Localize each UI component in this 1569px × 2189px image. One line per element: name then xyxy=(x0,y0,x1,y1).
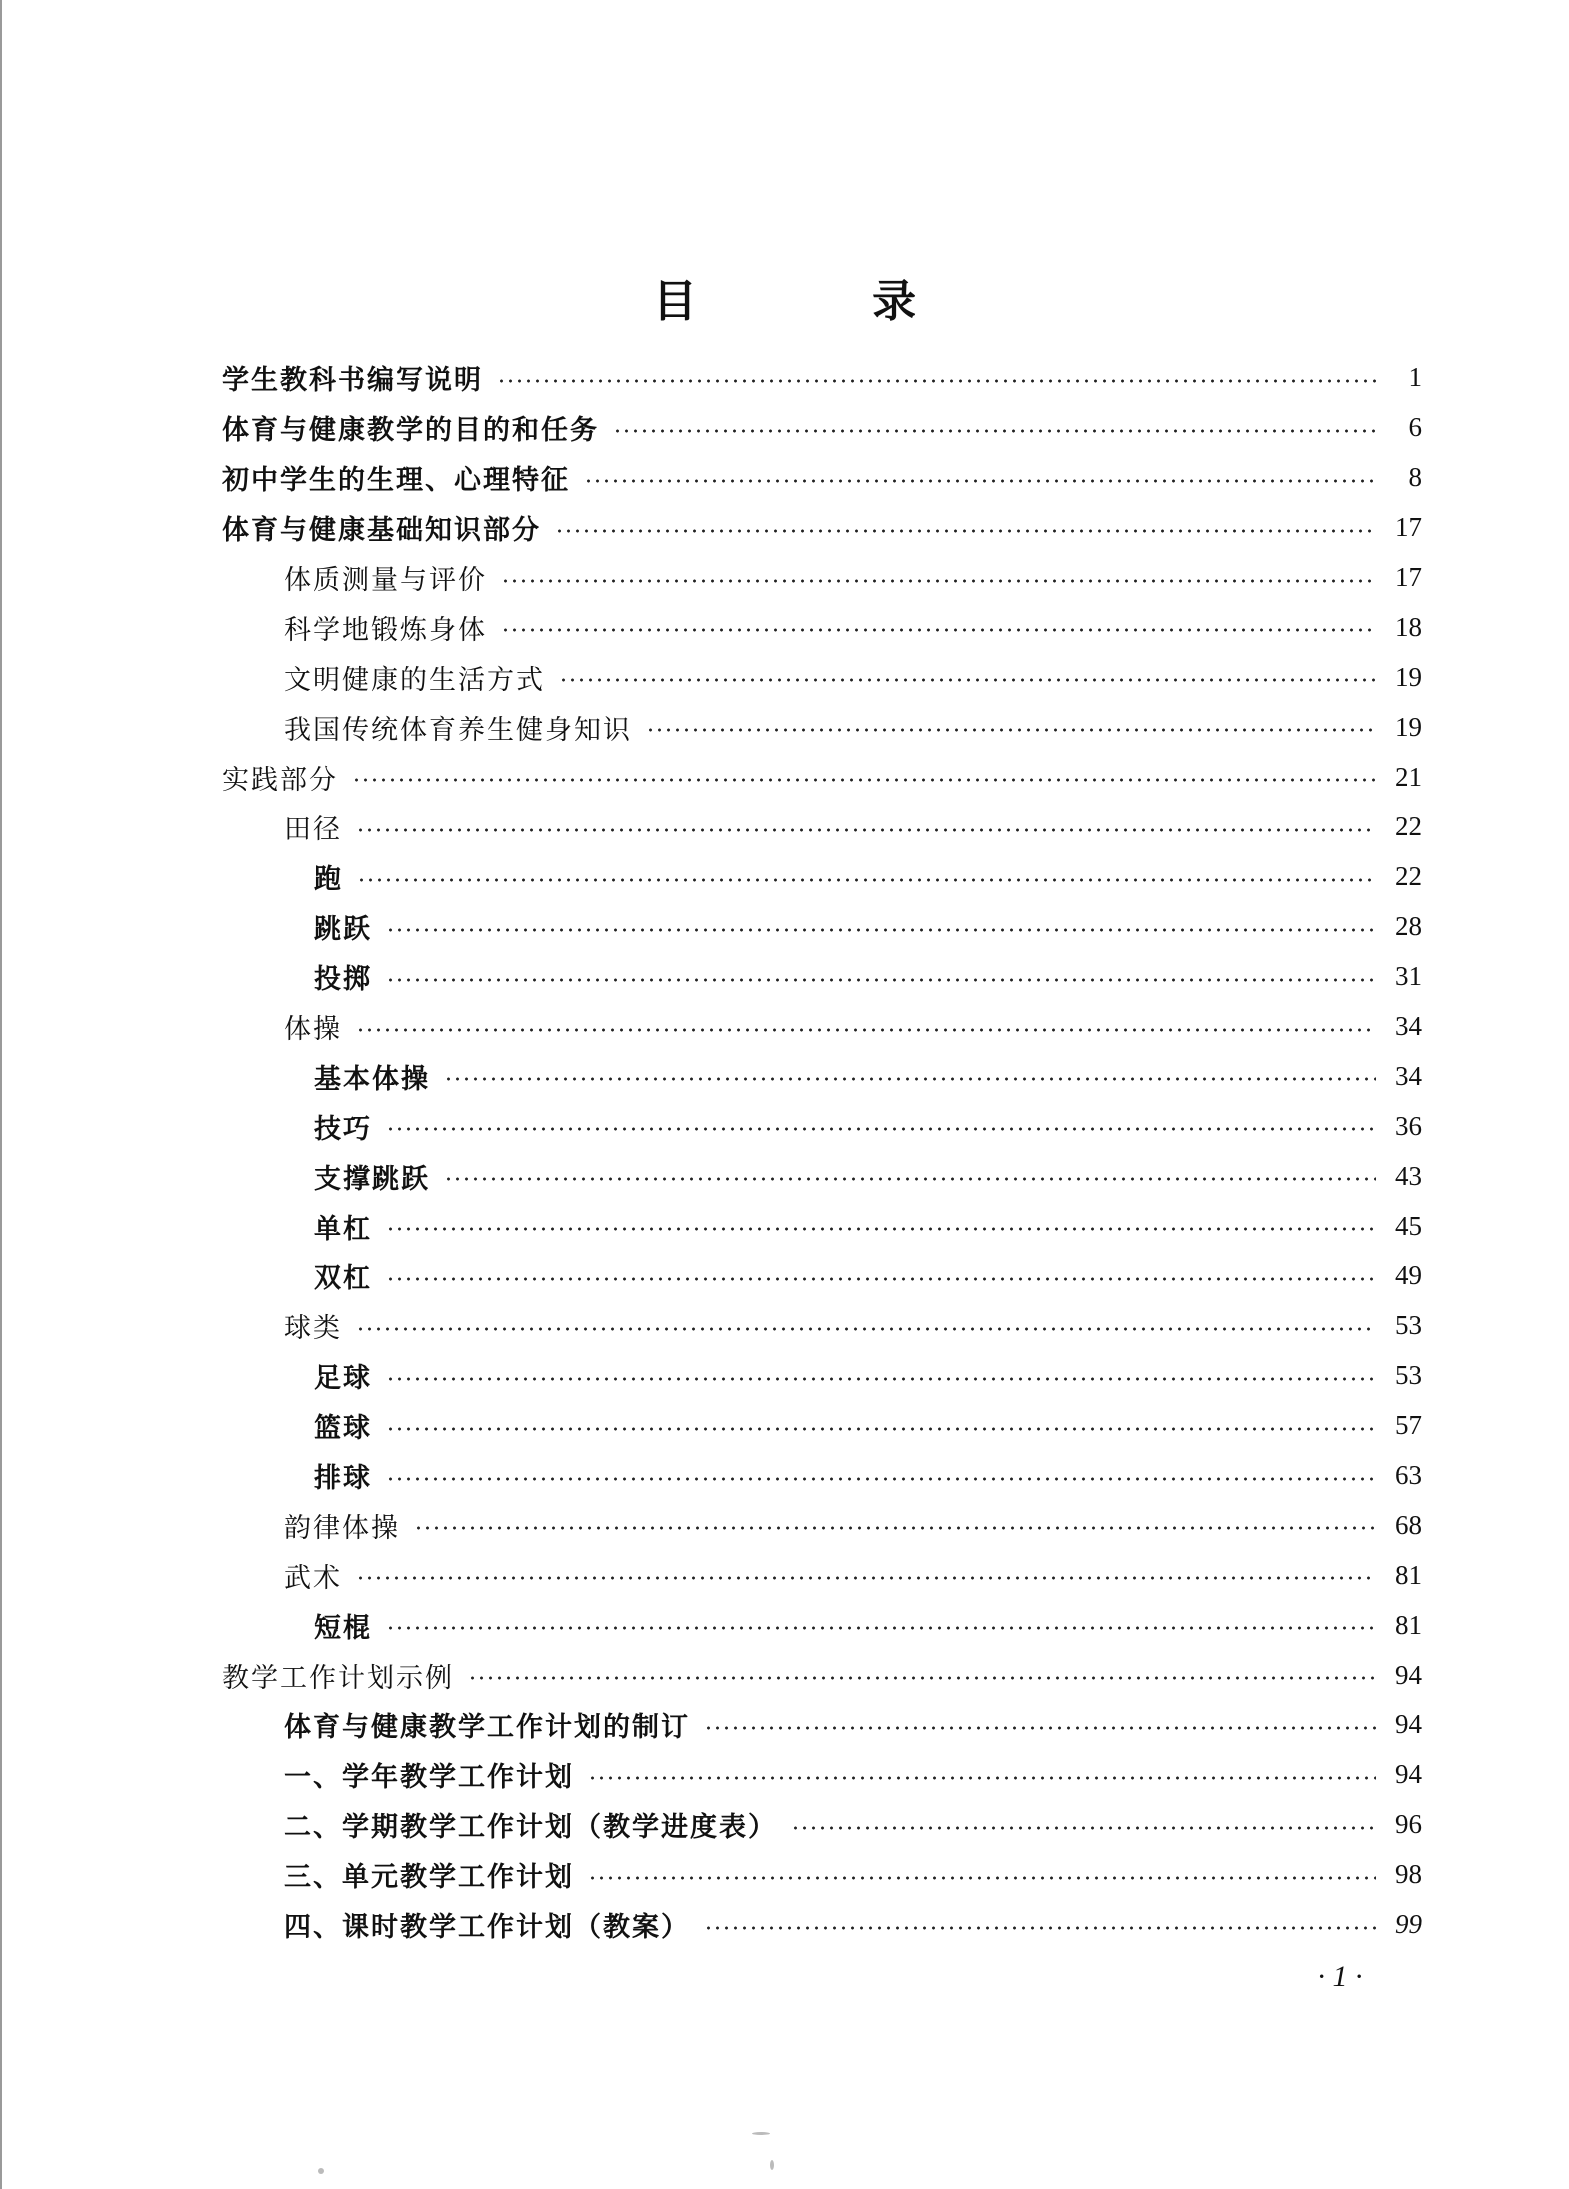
scan-speck xyxy=(318,2168,324,2174)
toc-entry[interactable] xyxy=(222,1750,1422,1800)
toc-entry[interactable] xyxy=(222,1151,1422,1201)
toc-entry-page: 17 xyxy=(1395,562,1422,592)
dot-leader xyxy=(444,1177,1376,1181)
dot-leader xyxy=(386,1477,1376,1481)
toc-entry[interactable] xyxy=(222,1550,1422,1600)
toc-entry-label: 二、学期教学工作计划（教学进度表） xyxy=(284,1812,777,1844)
dot-leader xyxy=(559,678,1376,682)
toc-entry-label: 体操 xyxy=(284,1014,342,1046)
toc-entry-label: 武术 xyxy=(284,1562,342,1594)
toc-entry[interactable] xyxy=(222,652,1422,702)
table-of-contents xyxy=(222,353,1422,1950)
toc-entry-page: 34 xyxy=(1395,1060,1422,1091)
scan-speck xyxy=(770,2160,774,2170)
toc-entry-label: 排球 xyxy=(314,1463,372,1495)
toc-entry-page: 98 xyxy=(1395,1859,1422,1890)
dot-leader xyxy=(613,429,1376,433)
toc-entry-label: 田径 xyxy=(284,814,342,846)
toc-entry-label: 实践部分 xyxy=(222,764,338,796)
toc-entry[interactable] xyxy=(222,1051,1422,1101)
toc-entry[interactable] xyxy=(222,852,1422,902)
dot-leader xyxy=(497,379,1376,383)
toc-entry-page: 22 xyxy=(1395,861,1422,892)
toc-entry[interactable] xyxy=(222,1800,1422,1850)
toc-entry-page: 18 xyxy=(1395,611,1422,642)
toc-entry-page: 53 xyxy=(1395,1360,1422,1391)
toc-entry[interactable] xyxy=(222,1850,1422,1900)
toc-entry-page: 81 xyxy=(1395,1559,1422,1590)
dot-leader xyxy=(386,1227,1376,1231)
toc-entry-label: 我国传统体育养生健身知识 xyxy=(284,714,632,746)
dot-leader xyxy=(356,1576,1376,1580)
dot-leader xyxy=(386,978,1376,982)
dot-leader xyxy=(704,1926,1376,1930)
dot-leader xyxy=(386,1626,1376,1630)
dot-leader xyxy=(588,1776,1376,1780)
toc-entry-page: 34 xyxy=(1395,1011,1422,1042)
dot-leader xyxy=(386,1277,1376,1281)
toc-entry[interactable] xyxy=(222,1101,1422,1151)
toc-entry-label: 四、课时教学工作计划（教案） xyxy=(284,1912,690,1944)
toc-entry-page: 68 xyxy=(1395,1509,1422,1540)
toc-entry-label: 跑 xyxy=(314,864,343,896)
toc-entry[interactable] xyxy=(222,503,1422,553)
dot-leader xyxy=(468,1676,1376,1680)
toc-entry[interactable] xyxy=(222,403,1422,453)
dot-leader xyxy=(357,878,1376,882)
toc-entry-page: 28 xyxy=(1395,911,1422,942)
dot-leader xyxy=(352,778,1376,782)
toc-entry-label: 体育与健康教学的目的和任务 xyxy=(222,415,599,447)
scan-speck xyxy=(752,2132,770,2135)
toc-entry-label: 篮球 xyxy=(314,1413,372,1445)
toc-entry-page: 19 xyxy=(1395,711,1422,742)
dot-leader xyxy=(386,1127,1376,1131)
dot-leader xyxy=(356,1028,1376,1032)
dot-leader xyxy=(386,1427,1376,1431)
toc-entry-label: 韵律体操 xyxy=(284,1512,400,1544)
dot-leader xyxy=(588,1876,1376,1880)
toc-entry-label: 足球 xyxy=(314,1363,372,1395)
toc-entry-page: 43 xyxy=(1395,1160,1422,1191)
dot-leader xyxy=(646,728,1376,732)
toc-entry[interactable] xyxy=(222,1600,1422,1650)
toc-entry[interactable] xyxy=(222,553,1422,603)
toc-entry-label: 跳跃 xyxy=(314,914,372,946)
page-title: 目 录 xyxy=(652,276,997,327)
toc-entry-page: 6 xyxy=(1408,412,1422,443)
toc-entry-label: 体育与健康教学工作计划的制订 xyxy=(284,1712,690,1744)
toc-entry-page: 8 xyxy=(1408,462,1422,493)
toc-entry-page: 17 xyxy=(1395,512,1422,543)
dot-leader xyxy=(501,628,1376,632)
dot-leader xyxy=(501,579,1376,583)
toc-entry-label: 学生教科书编写说明 xyxy=(222,365,483,397)
page-number-footer: · 1 · xyxy=(1317,1960,1363,1993)
dot-leader xyxy=(791,1826,1376,1830)
toc-entry-label: 技巧 xyxy=(314,1113,372,1145)
toc-entry[interactable] xyxy=(222,453,1422,503)
dot-leader xyxy=(584,479,1376,483)
toc-entry-page: 63 xyxy=(1395,1460,1422,1491)
toc-entry[interactable] xyxy=(222,702,1422,752)
toc-entry-label: 体质测量与评价 xyxy=(284,565,487,596)
toc-entry-label: 投掷 xyxy=(314,964,372,996)
toc-entry[interactable] xyxy=(222,1650,1422,1700)
toc-entry[interactable] xyxy=(222,902,1422,952)
toc-entry-label: 一、学年教学工作计划 xyxy=(284,1762,574,1794)
toc-entry-page: 22 xyxy=(1395,811,1422,842)
toc-entry-label: 支撑跳跃 xyxy=(314,1163,430,1195)
toc-entry-page: 94 xyxy=(1395,1759,1422,1790)
dot-leader xyxy=(555,529,1376,533)
toc-entry-page: 45 xyxy=(1395,1210,1422,1241)
toc-entry-page: 31 xyxy=(1395,961,1422,992)
dot-leader xyxy=(356,828,1376,832)
toc-entry[interactable] xyxy=(222,1201,1422,1251)
toc-entry[interactable] xyxy=(222,802,1422,852)
toc-entry-page: 57 xyxy=(1395,1410,1422,1441)
dot-leader xyxy=(356,1327,1376,1331)
toc-entry-label: 双杠 xyxy=(314,1263,372,1295)
dot-leader xyxy=(386,1377,1376,1381)
toc-entry-label: 初中学生的生理、心理特征 xyxy=(222,465,570,497)
toc-entry[interactable] xyxy=(222,1700,1422,1750)
toc-entry-page: 19 xyxy=(1395,661,1422,692)
toc-entry-label: 文明健康的生活方式 xyxy=(284,664,545,696)
toc-entry[interactable] xyxy=(222,1401,1422,1451)
toc-entry[interactable] xyxy=(222,353,1422,403)
toc-entry[interactable] xyxy=(222,1351,1422,1401)
dot-leader xyxy=(386,928,1376,932)
toc-entry-label: 球类 xyxy=(284,1313,342,1345)
toc-entry[interactable] xyxy=(222,1251,1422,1301)
toc-entry[interactable] xyxy=(222,952,1422,1002)
toc-entry[interactable] xyxy=(222,1002,1422,1052)
dot-leader xyxy=(444,1077,1376,1081)
dot-leader xyxy=(704,1726,1376,1730)
dot-leader xyxy=(414,1526,1376,1530)
toc-entry-label: 三、单元教学工作计划 xyxy=(284,1862,574,1894)
toc-entry-page: 53 xyxy=(1395,1310,1422,1341)
toc-entry-page: 99 xyxy=(1395,1909,1422,1940)
toc-entry[interactable] xyxy=(222,1301,1422,1351)
toc-entry[interactable] xyxy=(222,1451,1422,1501)
toc-entry-label: 基本体操 xyxy=(314,1063,430,1095)
toc-entry-page: 96 xyxy=(1395,1809,1422,1840)
toc-entry[interactable] xyxy=(222,1900,1422,1950)
toc-entry[interactable] xyxy=(222,752,1422,802)
toc-entry-label: 教学工作计划示例 xyxy=(222,1662,454,1694)
toc-entry-label: 单杠 xyxy=(314,1213,372,1245)
toc-entry-page: 81 xyxy=(1395,1609,1422,1640)
toc-entry-label: 短棍 xyxy=(314,1612,372,1644)
toc-entry-page: 49 xyxy=(1395,1260,1422,1291)
toc-entry-page: 1 xyxy=(1408,362,1422,393)
toc-entry-page: 94 xyxy=(1395,1659,1422,1690)
toc-entry-page: 36 xyxy=(1395,1110,1422,1141)
toc-entry-page: 94 xyxy=(1395,1709,1422,1740)
toc-entry[interactable] xyxy=(222,602,1422,652)
toc-entry-page: 21 xyxy=(1395,761,1422,792)
toc-entry-label: 科学地锻炼身体 xyxy=(284,614,487,646)
toc-entry-label: 体育与健康基础知识部分 xyxy=(222,515,541,547)
toc-entry[interactable] xyxy=(222,1500,1422,1550)
